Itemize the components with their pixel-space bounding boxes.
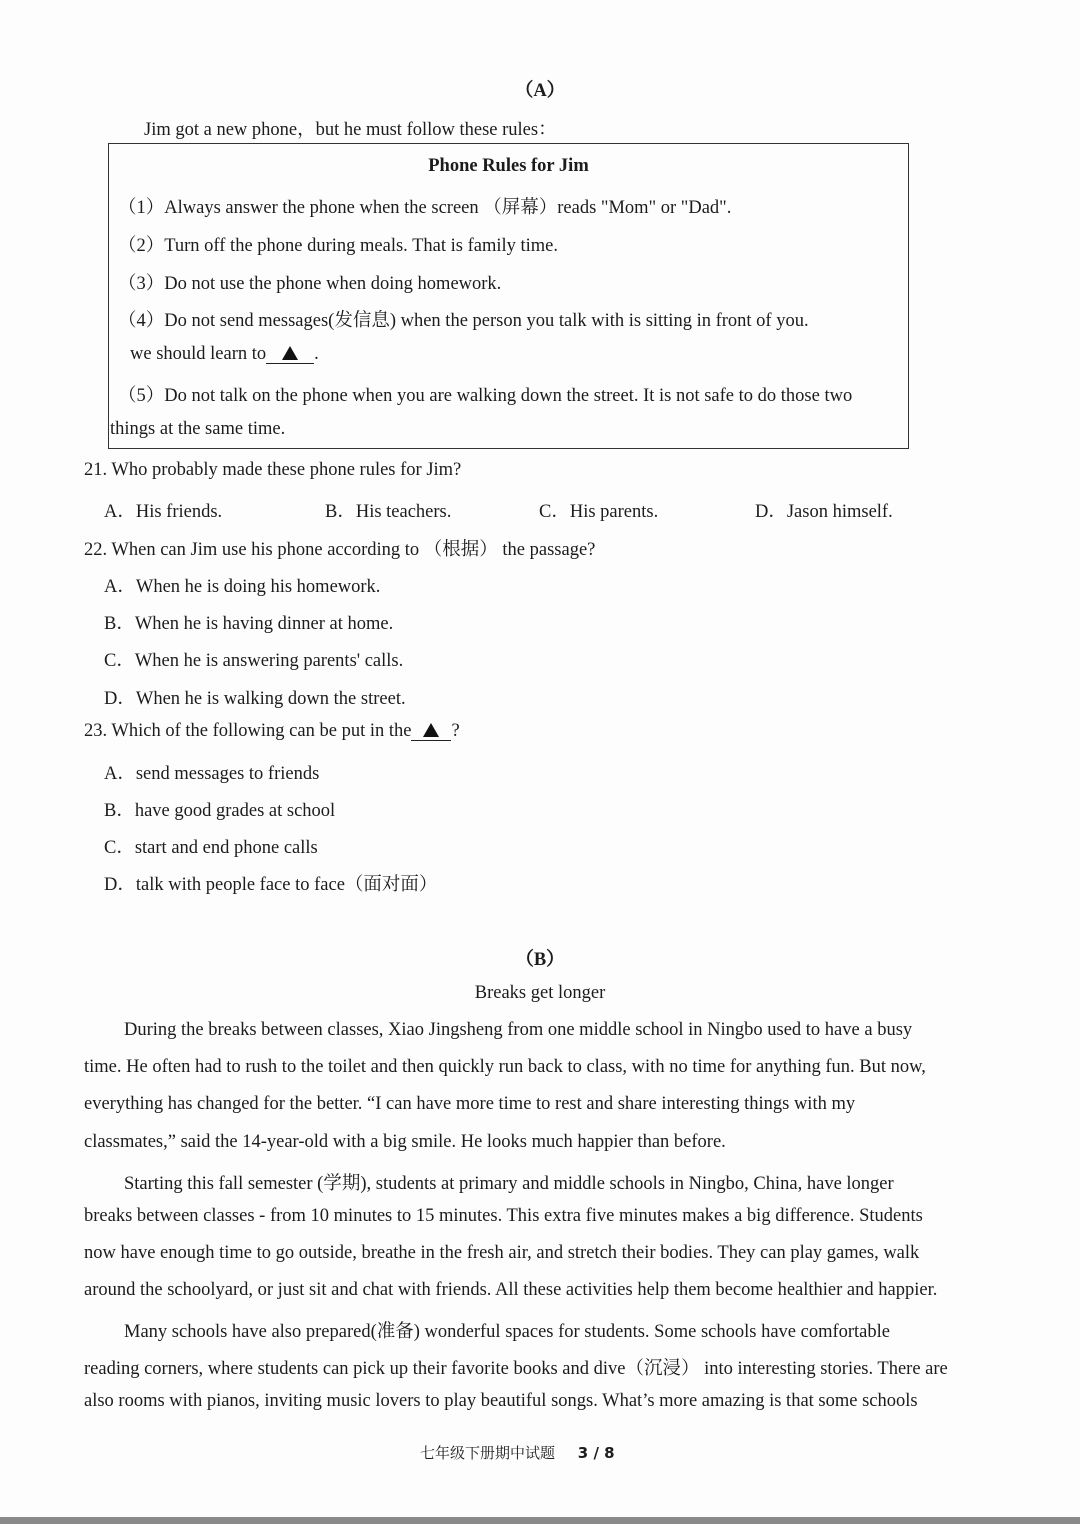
question-23-option-d: D．talk with people face to face（面对面） [104,875,438,895]
question-21-option-c: C．His parents. [539,502,659,522]
rule-2: （2）Turn off the phone during meals. That is family time. [118,236,559,256]
passage-line: also rooms with pianos, inviting music lovers to play beautiful songs. What’s more amazing is that some schools [84,1391,918,1411]
question-21-option-b: B．His teachers. [325,502,452,522]
passage-b-title: Breaks get longer [474,983,606,1003]
answer-blank [266,345,314,364]
question-23-option-c: C．start and end phone calls [104,838,318,858]
question-22-option-b: B．When he is having dinner at home. [104,614,394,634]
question-21-option-d: D．Jason himself. [755,502,893,522]
rule-4: （4）Do not send messages(发信息) when the person you talk with is sitting in front of you. [118,311,809,331]
section-a-heading: （A） [514,81,566,101]
triangle-marker-icon [423,723,439,737]
passage-line: Many schools have also prepared(准备) wonderful spaces for students. Some schools have comfortable [124,1322,890,1342]
passage-line: time. He often had to rush to the toilet and then quickly run back to class, with no time for anything fun. But now, [84,1057,926,1077]
rule-5-line-1: （5）Do not talk on the phone when you are walking down the street. It is not safe to do those two [118,386,853,406]
rule-5-line-2: things at the same time. [110,419,286,439]
passage-line: During the breaks between classes, Xiao Jingsheng from one middle school in Ningbo used to have a busy [124,1020,913,1040]
page-number: 3 / 8 [577,1444,615,1462]
rules-box-title: Phone Rules for Jim [428,156,589,176]
rule-1: （1）Always answer the phone when the screen （屏幕）reads "Mom" or "Dad". [118,198,732,218]
question-23-stem-text: 23. Which of the following can be put in the [84,721,412,741]
question-22-stem: 22. When can Jim use his phone according to （根据） the passage? [84,540,596,560]
question-21-option-a: A．His friends. [104,502,223,522]
footer-label: 七年级下册期中试题 [420,1444,556,1462]
passage-line: Starting this fall semester (学期), students at primary and middle schools in Ningbo, China, have longer [124,1174,894,1194]
section-a-intro: Jim got a new phone，but he must follow these rules： [144,120,557,140]
question-22-option-c: C．When he is answering parents' calls. [104,651,404,671]
rule-4-continuation-text: we should learn to [130,344,267,364]
question-23-stem [84,721,460,742]
rule-4-continuation [130,344,319,365]
question-23-option-a: A．send messages to friends [104,764,320,784]
answer-blank [411,722,451,741]
question-23-option-b: B．have good grades at school [104,801,336,821]
rule-3: （3）Do not use the phone when doing homework. [118,274,502,294]
passage-line: breaks between classes - from 10 minutes to 15 minutes. This extra five minutes makes a big difference. Students [84,1206,923,1226]
question-21-stem: 21. Who probably made these phone rules for Jim? [84,460,462,480]
passage-line: around the schoolyard, or just sit and chat with friends. All these activities help them become healthier and happier. [84,1280,938,1300]
triangle-marker-icon [282,346,298,360]
page-footer [420,1442,615,1463]
rule-4-continuation-end: . [314,344,319,364]
bottom-edge-bar [0,1517,1080,1524]
passage-line: classmates,” said the 14-year-old with a big smile. He looks much happier than before. [84,1132,726,1152]
passage-line: now have enough time to go outside, breathe in the fresh air, and stretch their bodies. They can play games, walk [84,1243,920,1263]
question-23-stem-end: ? [451,721,460,741]
section-b-heading: （B） [515,950,565,970]
passage-line: reading corners, where students can pick up their favorite books and dive（沉浸） into interesting stories. There are [84,1359,948,1379]
question-22-option-d: D．When he is walking down the street. [104,689,406,709]
passage-line: everything has changed for the better. “I can have more time to rest and share interesting things with my [84,1094,856,1114]
question-22-option-a: A．When he is doing his homework. [104,577,381,597]
